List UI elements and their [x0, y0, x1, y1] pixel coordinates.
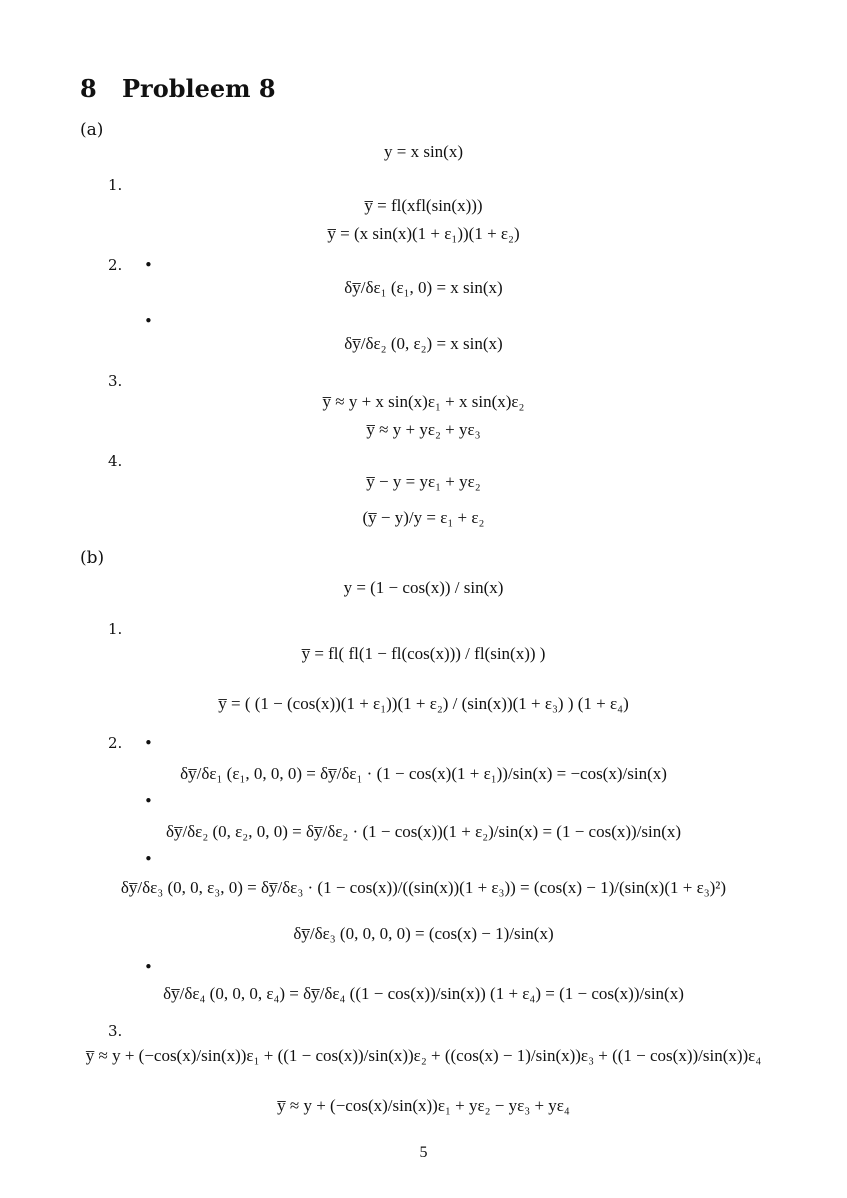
section-title: Probleem 8: [122, 74, 276, 103]
part-b-step-1-eq-1: y̅ = fl( fl(1 − fl(cos(x))) / fl(sin(x)) ): [301, 644, 546, 663]
part-b-main-equation: y = (1 − cos(x)) / sin(x): [343, 578, 504, 597]
part-a-step-2-label: 2.: [108, 256, 123, 274]
part-a-step-3-eq-2: y̅ ≈ y + yε₂ + yε₃: [366, 420, 481, 439]
part-b-step-2-bullet-2: •: [144, 792, 153, 810]
part-b-step-2-eq-2: δy̅/δε₂ (0, ε₂, 0, 0) = δy̅/δε₂ · (1 − cos(x))(1 + ε₂)/sin(x) = (1 − cos(x))/sin(x): [165, 822, 682, 841]
part-a-step-2-bullet-2: •: [144, 312, 153, 330]
part-a-step-2-bullet-1: •: [144, 256, 153, 274]
part-b-step-2-bullet-4: •: [144, 958, 153, 976]
part-b-step-3-eq-1: y̅ ≈ y + (−cos(x)/sin(x))ε₁ + ((1 − cos(x))/sin(x))ε₂ + ((cos(x) − 1)/sin(x))ε₃ + ((1 − cos(x))/sin(x))ε₄: [85, 1046, 762, 1065]
section-number: 8: [80, 74, 97, 103]
part-a-step-4-eq-1: y̅ − y = yε₁ + yε₂: [366, 472, 481, 491]
part-a-step-3-eq-1: y̅ ≈ y + x sin(x)ε₁ + x sin(x)ε₂: [322, 392, 525, 411]
part-b-step-2-eq-3-extra: δy̅/δε₃ (0, 0, 0, 0) = (cos(x) − 1)/sin(x): [293, 924, 554, 943]
part-a-step-2-eq-2: δy̅/δε₂ (0, ε₂) = x sin(x): [344, 334, 503, 353]
part-a-step-1-eq-1: y̅ = fl(xfl(sin(x))): [364, 196, 483, 215]
part-a-step-3-label: 3.: [108, 372, 123, 390]
part-b-step-2-label: 2.: [108, 734, 123, 752]
part-a-step-2-eq-1: δy̅/δε₁ (ε₁, 0) = x sin(x): [344, 278, 503, 297]
part-a-step-4-eq-2: (y̅ − y)/y = ε₁ + ε₂: [362, 508, 485, 527]
part-a-step-1-eq-2: y̅ = (x sin(x)(1 + ε₁))(1 + ε₂): [327, 224, 520, 243]
part-b-step-2-eq-4: δy̅/δε₄ (0, 0, 0, ε₄) = δy̅/δε₄ ((1 − cos(x))/sin(x)) (1 + ε₄) = (1 − cos(x))/sin(x): [163, 984, 684, 1003]
part-b-step-1-label: 1.: [108, 620, 123, 638]
part-a-step-1-label: 1.: [108, 176, 123, 194]
part-b-step-2-bullet-3: •: [144, 850, 153, 868]
part-a-main-equation: y = x sin(x): [384, 142, 463, 161]
page-number: 5: [419, 1144, 428, 1161]
part-b-step-3-label: 3.: [108, 1022, 123, 1040]
part-b-step-2-bullet-1: •: [144, 734, 153, 752]
part-b-step-2-eq-3: δy̅/δε₃ (0, 0, ε₃, 0) = δy̅/δε₃ · (1 − cos(x))/((sin(x))(1 + ε₃)) = (cos(x) − 1)/(sin(x)(1 + ε₃)²): [120, 878, 727, 897]
part-b-step-2-eq-1: δy̅/δε₁ (ε₁, 0, 0, 0) = δy̅/δε₁ · (1 − cos(x)(1 + ε₁))/sin(x) = −cos(x)/sin(x): [180, 764, 667, 783]
part-a-step-4-label: 4.: [108, 452, 123, 470]
part-a-label: (a): [80, 120, 104, 140]
part-b-label: (b): [80, 548, 105, 568]
part-b-step-3-eq-2: y̅ ≈ y + (−cos(x)/sin(x))ε₁ + yε₂ − yε₃ + yε₄: [277, 1096, 570, 1115]
section-heading: [80, 74, 276, 103]
part-b-step-1-eq-2: y̅ = ( (1 − (cos(x))(1 + ε₁))(1 + ε₂) / (sin(x))(1 + ε₃) ) (1 + ε₄): [218, 694, 629, 713]
